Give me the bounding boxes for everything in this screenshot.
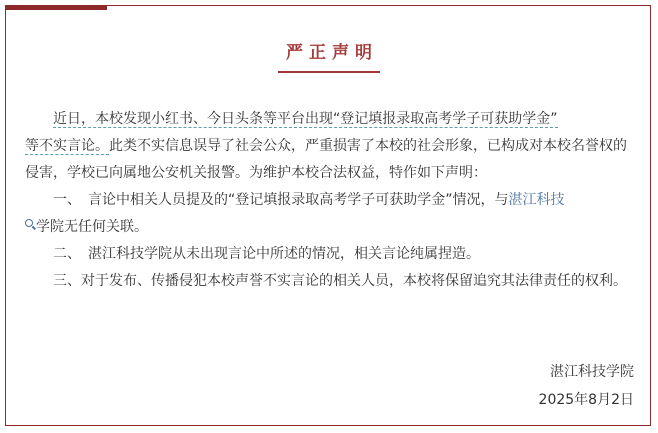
- statement-item-1: [25, 187, 639, 241]
- underlined-intro: [53, 111, 558, 128]
- statement-item-3: [25, 268, 639, 295]
- paragraph-intro-rest: 此类不实信息误导了社会公众，严重损害了本校的社会形象，已构成对本校名誉权的侵害，学校已向属地公安机关报警。为维护本校合法权益，特作如下声明：: [25, 138, 627, 181]
- signature-block: [539, 358, 634, 414]
- quoted-claim: “登记填报录取高考学子可获助学金”: [333, 111, 558, 127]
- intro-text: 近日，本校发现小红书、今日头条等平台出现: [53, 111, 333, 127]
- page-title: 严正声明: [278, 38, 380, 73]
- underlined-claim-end: 等不实言论。: [25, 138, 109, 154]
- statement-body: [25, 106, 639, 295]
- title-wrap: [0, 38, 658, 73]
- paragraph-intro: [25, 106, 639, 187]
- item-3-text: 三、对于发布、传播侵犯本校声誉不实言论的相关人员，本校将保留追究其法律责任的权利。: [53, 273, 627, 289]
- item-1-tail: 学院无任何关联。: [36, 219, 148, 235]
- signature-date: 2025年8月2日: [538, 392, 634, 408]
- statement-item-2: [25, 241, 639, 268]
- signature-org: 湛江科技学院: [550, 364, 634, 380]
- item-2-text: 二、 湛江科技学院从未出现言论中所述的情况，相关言论纯属捏造。: [53, 246, 480, 262]
- top-accent-bar: [5, 5, 107, 10]
- school-link[interactable]: 湛江科技: [508, 192, 565, 208]
- item-1-text: 一、 言论中相关人员提及的“登记填报录取高考学子可获助学金”情况，与: [53, 192, 509, 208]
- search-icon[interactable]: [25, 219, 33, 227]
